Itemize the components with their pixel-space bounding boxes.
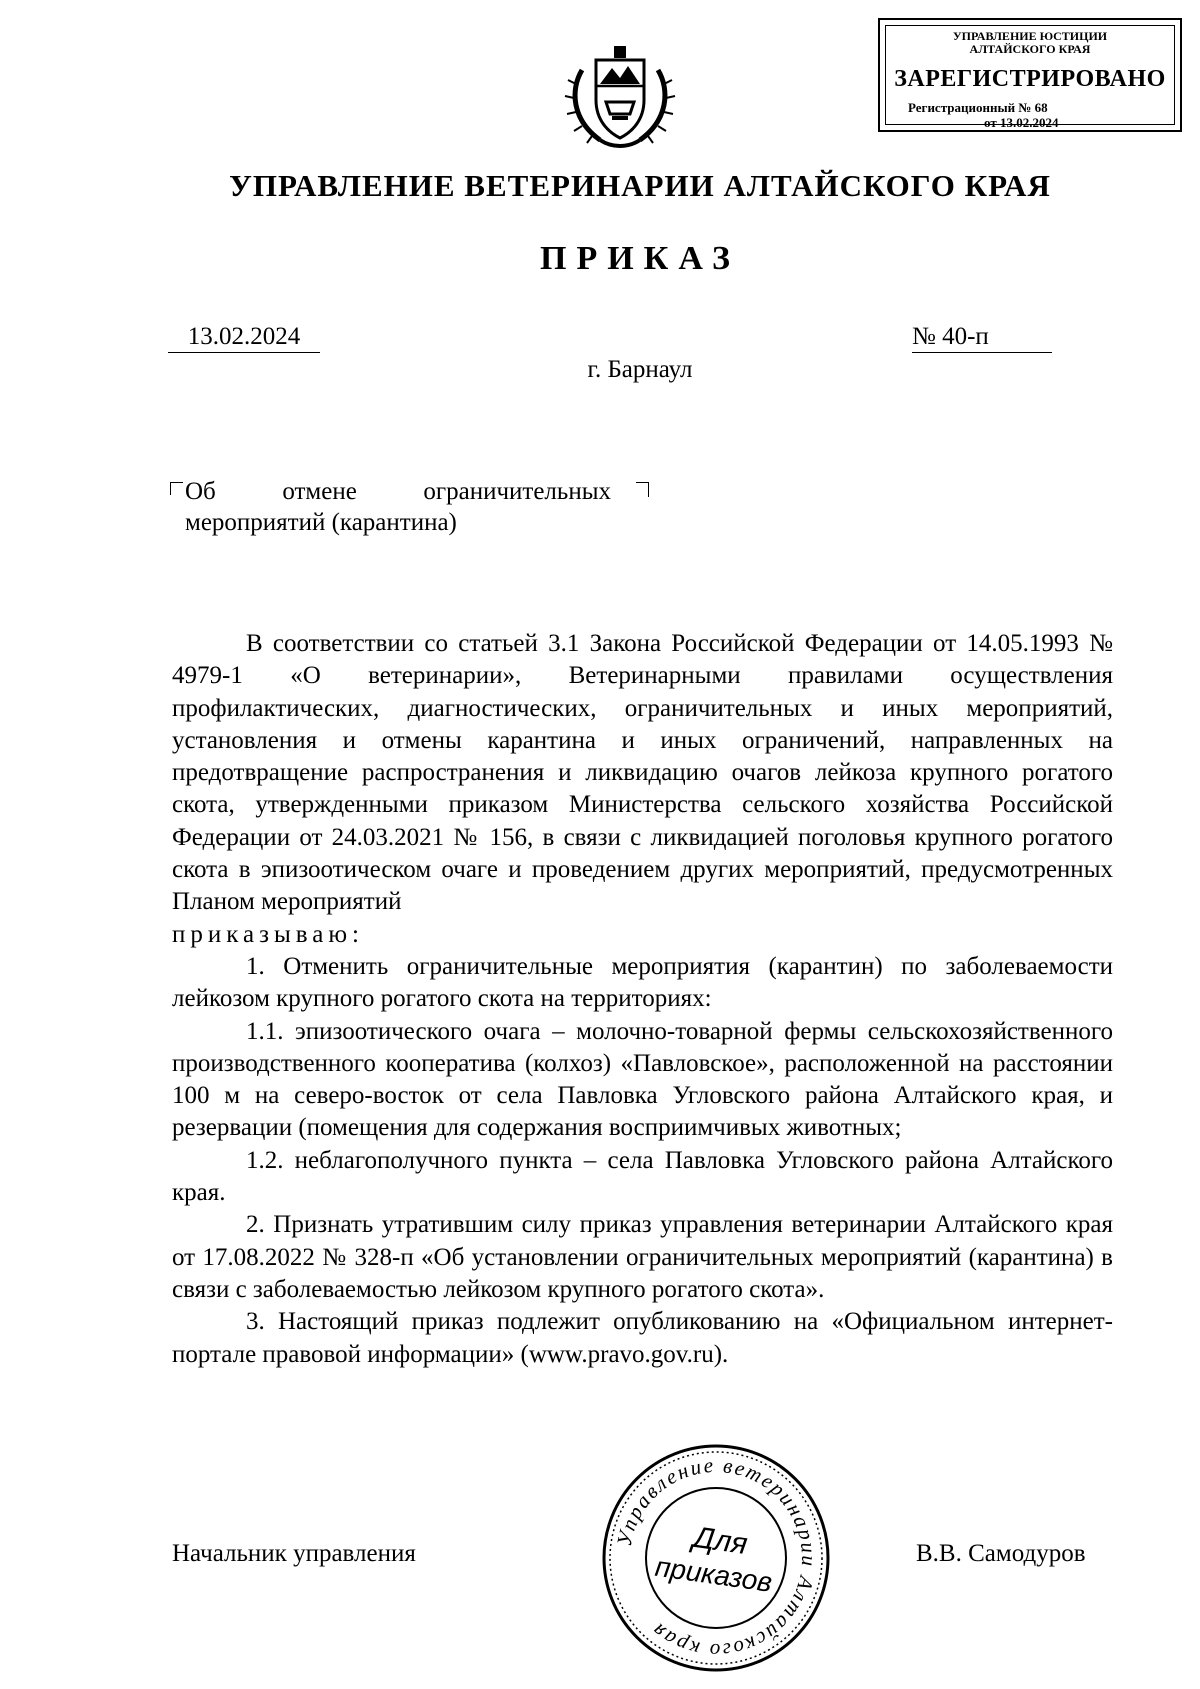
registration-department-line1: УПРАВЛЕНИЕ ЮСТИЦИИ [952, 29, 1108, 43]
registration-status: ЗАРЕГИСТРИРОВАНО [894, 66, 1166, 92]
item-1: 1. Отменить ограничительные мероприятия (карантин) по заболеваемости лейкозом крупного рогатого скота на территориях: [172, 952, 1113, 1013]
registration-department [886, 30, 1174, 56]
document-body [172, 628, 1113, 1371]
subject-bracket-right [636, 482, 649, 497]
registration-stamp-inner-frame [885, 25, 1175, 130]
registration-stamp [878, 18, 1182, 132]
signatory-position: Начальник управления [172, 1540, 416, 1567]
seal-center-line2: приказов [653, 1550, 775, 1598]
document-type: ПРИКАЗ [540, 240, 740, 277]
document-subject [185, 476, 611, 538]
item-3: 3. Настоящий приказ подлежит опубликованию на «Официальном интернет-портале правовой информации» (www.pravo.gov.ru). [172, 1308, 1113, 1368]
signatory-name: В.В. Самодуров [916, 1540, 1086, 1567]
registration-department-line2: АЛТАЙСКОГО КРАЯ [969, 42, 1091, 56]
document-number: № 40-п [912, 322, 1052, 353]
seal-ring-text: Управление ветеринарии Алтайского края [611, 1452, 822, 1664]
registration-date: от 13.02.2024 [984, 115, 1059, 130]
svg-text:Управление ветеринарии Алтайск [612, 1453, 821, 1663]
item-1-2: 1.2. неблагополучного пункта – села Павловка Угловского района Алтайского края. [172, 1146, 1113, 1207]
order-word: приказываю: [172, 920, 364, 948]
seal-center-line1: Для [691, 1520, 750, 1562]
organization-title: УПРАВЛЕНИЕ ВЕТЕРИНАРИИ АЛТАЙСКОГО КРАЯ [229, 168, 1051, 203]
round-seal [596, 1438, 836, 1678]
document-date: 13.02.2024 [168, 322, 320, 353]
item-2: 2. Признать утратившим силу приказ управления ветеринарии Алтайского края от 17.08.2022 № 328-п «Об установлении ограничительных мероприятий (карантина) в связи с заболеваемостью лейкозом крупного рогатого скота». [172, 1211, 1113, 1303]
document-city: г. Барнаул [587, 356, 693, 383]
item-1-1: 1.1. эпизоотического очага – молочно-товарной фермы сельскохозяйственного производственного кооператива (колхоз) «Павловское», расположенной на расстоянии 100 м на северо-восток от села Павловка Угловского района Алтайского края, и резервации (помещения для содержания восприимчивых животных; [172, 1017, 1113, 1142]
preamble-paragraph: В соответствии со статьей 3.1 Закона Российской Федерации от 14.05.1993 № 4979-1 «О ветеринарии», Ветеринарными правилами осуществления профилактических, диагностических, ограничительных и иных мероприятий, установления и отмены карантина и иных ограничений, направленных на предотвращение распространения и ликвидацию очагов лейкоза крупного рогатого скота, утвержденными приказом Министерства сельского хозяйства Российской Федерации от 24.03.2021 № 156, в связи с ликвидацией поголовья крупного рогатого скота в эпизоотическом очаге и проведением других мероприятий, предусмотренных Планом мероприятий [172, 630, 1113, 916]
coat-of-arms-icon [560, 40, 680, 152]
subject-line2: мероприятий (карантина) [185, 509, 457, 536]
subject-bracket-left [170, 482, 183, 495]
subject-line1: Об отмене ограничительных [185, 478, 611, 505]
registration-number: Регистрационный № 68 [908, 100, 1048, 115]
